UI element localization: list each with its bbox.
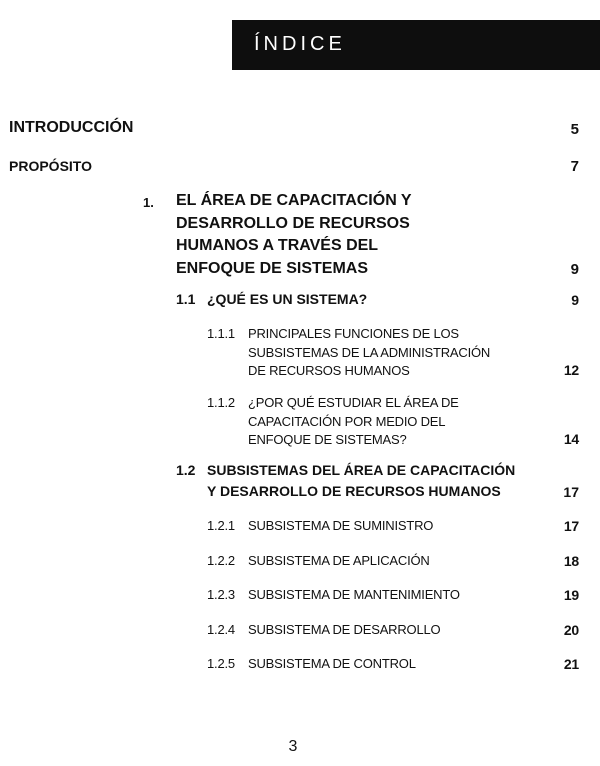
toc-title-line: CAPACITACIÓN POR MEDIO DEL [248,413,446,429]
toc-entry-title: INTRODUCCIÓN [9,119,134,136]
toc-title-line: SUBSISTEMAS DEL ÁREA DE CAPACITACIÓN [207,462,516,478]
toc-page-number: 7 [570,158,579,175]
toc-entry-number: 1.2.2 [207,553,235,568]
toc-page-number: 20 [563,622,579,638]
toc-entry-title [248,394,548,450]
toc-page-number: 5 [570,121,579,138]
toc-title-line: DE RECURSOS HUMANOS [248,363,410,378]
toc-entry-title: SUBSISTEMA DE MANTENIMIENTO [248,587,460,602]
toc-page-number: 9 [571,292,579,308]
toc-entry-1-1[interactable] [0,289,600,311]
toc-entry-title: SUBSISTEMA DE CONTROL [248,656,416,671]
toc-entry-title: SUBSISTEMA DE SUMINISTRO [248,518,434,533]
toc-entry-number: 1.1.1 [207,326,235,341]
footer-page-number: 3 [288,738,298,755]
toc-entry-number: 1.2 [176,462,196,478]
toc-entry-title: PROPÓSITO [9,158,92,174]
toc-page-number: 19 [563,587,579,603]
toc-title-line: SUBSISTEMAS DE LA ADMINISTRACIÓN [248,344,491,360]
toc-entry-number: 1.2.3 [207,587,235,602]
toc-entry-number: 1.2.4 [207,622,235,637]
toc-entry-number: 1.2.1 [207,518,235,533]
toc-entry-title: SUBSISTEMA DE DESARROLLO [248,622,441,637]
toc-page-number: 18 [563,553,579,569]
toc-title-line: HUMANOS A TRAVÉS DEL [176,237,379,254]
toc-title-line: Y DESARROLLO DE RECURSOS HUMANOS [207,483,501,499]
toc-entry-1-2-1[interactable] [0,517,600,537]
toc-entry-number: 1.2.5 [207,656,235,671]
toc-entry-1-2-3[interactable] [0,586,600,606]
toc-entry-number: 1.1 [176,291,196,307]
toc-entry-title [176,190,506,280]
toc-entry-chapter-1[interactable] [0,190,600,280]
toc-title-line: ¿POR QUÉ ESTUDIAR EL ÁREA DE [248,395,459,410]
toc-entry-introduccion[interactable] [9,119,600,139]
toc-entry-proposito[interactable] [9,157,600,177]
toc-entry-1-2-4[interactable] [0,621,600,641]
toc-entry-title [248,325,548,381]
toc-title-line: ENFOQUE DE SISTEMAS? [248,432,407,447]
toc-entry-title: SUBSISTEMA DE APLICACIÓN [248,553,430,568]
toc-title-line: DESARROLLO DE RECURSOS [176,214,410,232]
toc-page-number: 9 [570,261,579,278]
toc-entry-title [207,460,547,502]
toc-entry-number: 1.1.2 [207,395,235,410]
toc-title-line: PRINCIPALES FUNCIONES DE LOS [248,326,459,341]
header-band [232,20,600,70]
toc-page-number: 17 [563,484,579,500]
toc-entry-1-1-1[interactable] [0,325,600,381]
toc-title-line: EL ÁREA DE CAPACITACIÓN Y [176,192,412,209]
toc-entry-title: ¿QUÉ ES UN SISTEMA? [207,291,368,307]
toc-page-number: 14 [563,431,579,447]
toc-entry-1-2-2[interactable] [0,552,600,572]
toc-entry-1-1-2[interactable] [0,394,600,450]
toc-page-number: 12 [563,362,579,378]
toc-page-number: 21 [563,656,579,672]
toc-title-line: ENFOQUE DE SISTEMAS [176,259,369,277]
toc-page-number: 17 [563,518,579,534]
toc-entry-1-2[interactable] [0,460,600,504]
toc-entry-1-2-5[interactable] [0,655,600,675]
toc-entry-number: 1. [143,195,154,210]
page-title: ÍNDICE [254,33,346,55]
